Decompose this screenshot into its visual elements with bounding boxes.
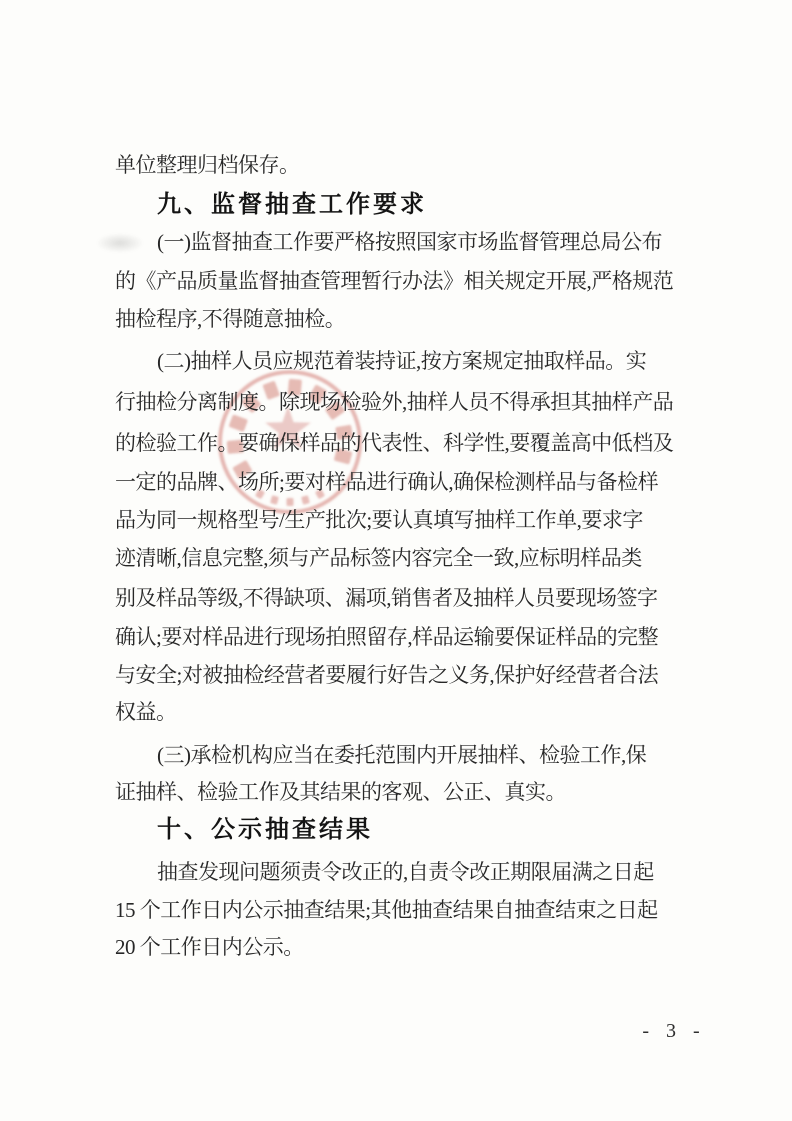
text-line: 与安全;对被抽检经营者要履行好告之义务,保护好经营者合法	[115, 663, 659, 687]
page-number: - 3 -	[642, 1020, 706, 1042]
text-line: 15 个工作日内公示抽查结果;其他抽查结果自抽查结束之日起	[115, 898, 658, 922]
text-line: 20 个工作日内公示。	[115, 935, 304, 959]
text-line: 抽检程序,不得随意抽检。	[115, 307, 346, 331]
text-line: (一)监督抽查工作要严格按照国家市场监督管理总局公布	[157, 230, 662, 254]
text-line: 单位整理归档保存。	[115, 153, 300, 177]
text-line: 权益。	[115, 700, 177, 724]
section-10-heading: 十、公示抽查结果	[157, 816, 373, 843]
text-line: 别及样品等级,不得缺项、漏项,销售者及抽样人员要现场签字	[115, 586, 658, 610]
text-line: 品为同一规格型号/生产批次;要认真填写抽样工作单,要求字	[115, 508, 643, 532]
text-line: 抽查发现问题须责令改正的,自责令改正期限届满之日起	[157, 860, 654, 884]
text-line: 一定的品牌、场所;要对样品进行确认,确保检测样品与备检样	[115, 470, 659, 494]
section-9-heading: 九、监督抽查工作要求	[157, 191, 427, 218]
text-line: 的《产品质量监督抽查管理暂行办法》相关规定开展,严格规范	[115, 269, 674, 293]
text-line: 行抽检分离制度。除现场检验外,抽样人员不得承担其抽样产品	[115, 390, 674, 414]
text-line: (三)承检机构应当在委托范围内开展抽样、检验工作,保	[157, 743, 647, 767]
text-line: 迹清晰,信息完整,须与产品标签内容完全一致,应标明样品类	[115, 546, 642, 570]
text-line: 确认;要对样品进行现场拍照留存,样品运输要保证样品的完整	[115, 625, 659, 649]
text-line: (二)抽样人员应规范着装持证,按方案规定抽取样品。实	[157, 349, 647, 373]
text-line: 证抽样、检验工作及其结果的客观、公正、真实。	[115, 780, 566, 804]
text-line: 的检验工作。要确保样品的代表性、科学性,要覆盖高中低档及	[115, 431, 674, 455]
